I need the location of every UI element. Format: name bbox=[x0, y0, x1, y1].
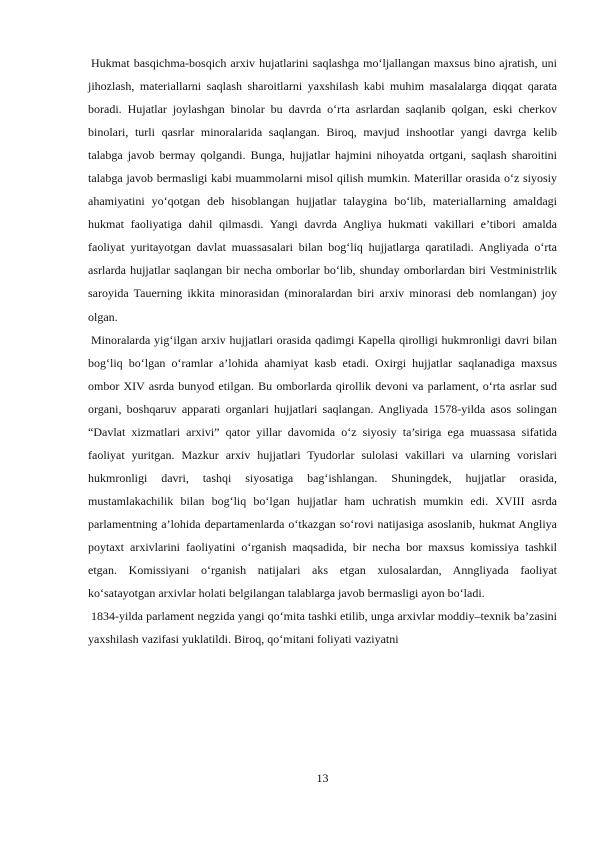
page-number: 13 bbox=[316, 771, 329, 785]
paragraph-2: Minoralarda yig‘ilgan arxiv hujjatlari orasida qadimgi Kapella qirolligi hukmronligi davri bilan bog‘liq bo‘lgan o‘ramlar a’lohida ahamiyat kasb etadi. Oxirgi hujjatlar saqlanadiga maxsus ombor XIV asrda bunyod etilgan. Bu omborlarda qirollik devoni va parlament, o‘rta asrlar sud organi, boshqaruv apparati organlari hujjatlari saqlangan. Angliyada 1578-yilda asos solingan “Davlat xizmatlari arxivi” qator yillar davomida o‘z siyosiy ta’siriga ega muassasa sifatida faoliyat yuritgan. Mazkur arxiv hujjatlari Tyudorlar sulolasi vakillari va ularning vorislari hukmronligi davri, tashqi siyosatiga bag‘ishlangan. Shuningdek, hujjatlar orasida, mustamlakachilik bilan bog‘liq bo‘lgan hujjatlar ham uchratish mumkin edi. XVIII asrda parlamentning a’lohida departamenlarda o‘tkazgan so‘rovi natijasiga asoslanib, hukmat Angliya poytaxt arxivlarini faoliyatini o‘rganish maqsadida, bir necha bor maxsus komissiya tashkil etgan. Komissiyani o‘rganish natijalari aks etgan xulosalardan, Anngliyada faoliyat ko‘satayotgan arxivlar holati belgilangan talablarga javob bermasligi ayon bo‘ladi. bbox=[88, 332, 557, 601]
paragraph-3: 1834-yilda parlament negzida yangi qo‘mita tashki etilib, unga arxivlar moddiy–texnik ba’zasini yaxshilash vazifasi yuklatildi. Biroq, qo‘mitani foliyati vaziyatni bbox=[88, 609, 557, 647]
body-text bbox=[88, 52, 557, 651]
paragraph-1: Hukmat basqichma-bosqich arxiv hujatlarini saqlashga mo‘ljallangan maxsus bino ajratish, uni jihozlash, materiallarni saqlash sharoitlarni yaxshilash kabi muhim masalalarga diqqat qarata boradi. Hujatlar joylashgan binolar bu davrda o‘rta asrlardan saqlanib qolgan, eski cherkov binolari, turli qasrlar minoralarida saqlangan. Biroq, mavjud inshootlar yangi davrga kelib talabga javob bermay qolgandi. Bunga, hujjatlar hajmini nihoyatda ortgani, saqlash sharoitini talabga javob bermasligi kabi muammolarni misol qilish mumkin. Materillar orasida o‘z siyosiy ahamiyatini yo‘qotgan deb hisoblangan hujjatlar talaygina bo‘lib, materiallarning amaldagi hukmat faoliyatiga dahil qilmasdi. Yangi davrda Angliya hukmati vakillari e’tibori amalda faoliyat yuritayotgan davlat muassasalari bilan bog‘liq hujjatlarga qaratiladi. Angliyada o‘rta asrlarda hujjatlar saqlangan bir necha omborlar bo‘lib, shunday omborlardan biri Vestministrlik saroyida Tauerning ikkita minorasidan (minoralardan biri arxiv minorasi deb nomlangan) joy olgan. bbox=[88, 56, 557, 324]
